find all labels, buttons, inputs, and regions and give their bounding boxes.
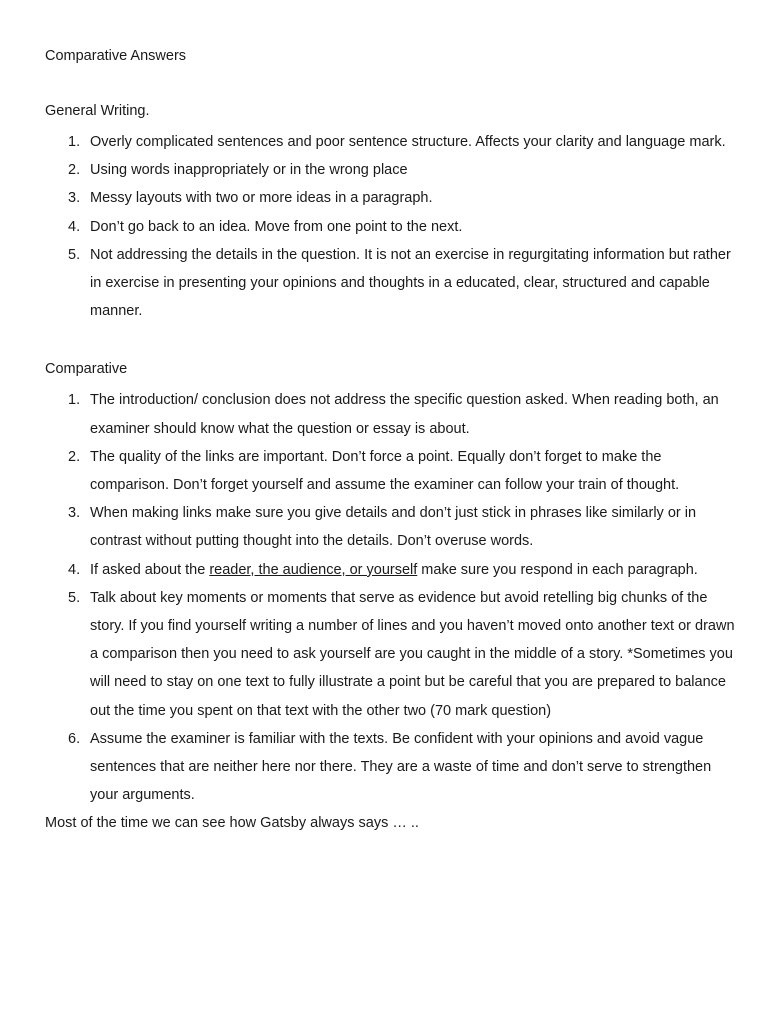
list-item-number: 2. [68,448,81,465]
list-item [45,128,735,156]
list-item-number: 1. [68,392,81,409]
list-item-number: 3. [68,505,81,522]
general-writing-list [45,128,735,325]
general-writing-section [45,100,735,325]
comparative-section [45,358,735,837]
list-item-number: 4. [68,561,81,578]
comparative-list [45,386,735,809]
closing-line: Most of the time we can see how Gatsby always says … .. [45,815,419,832]
list-item-number: 5. [68,589,81,606]
list-item-text-after: make sure you respond in each paragraph. [417,561,698,578]
list-item-text: When making links make sure you give details and don’t just stick in phrases like similarly or in contrast without putting thought into the details. Don’t overuse words. [90,505,697,550]
list-item [45,241,735,326]
list-item [45,584,735,725]
list-item-number: 1. [68,134,81,150]
list-item-number: 3. [68,190,81,207]
list-item-number: 4. [68,218,81,235]
general-writing-heading: General Writing. [45,103,150,119]
list-item [45,213,735,241]
list-item-number: 5. [68,246,81,263]
list-item [45,443,735,499]
list-item-text: Talk about key moments or moments that serve as evidence but avoid retelling big chunks of the story. If you find yourself writing a number of lines and you haven’t moved onto another text or drawn a comparison then you need to ask yourself are you caught in the middle of a story. *Sometimes you will need to stay on one text to fully illustrate a point but be careful that you are prepared to balance out the time you spent on that text with the other two (70 mark question) [90,589,735,719]
list-item-text: The quality of the links are important. Don’t force a point. Equally don’t forget to make the comparison. Don’t forget yourself and assume the examiner can follow your train of thought. [90,448,680,494]
list-item-number: 2. [68,162,81,179]
list-item-text: Using words inappropriately or in the wrong place [90,162,408,179]
document-page [45,45,735,837]
list-item-text: Not addressing the details in the question. It is not an exercise in regurgitating information but rather in exercise in presenting your opinions and thoughts in a educated, clear, structured and capable manner. [90,246,731,320]
list-item [45,156,735,184]
list-item [45,386,735,442]
list-item-text: Messy layouts with two or more ideas in a paragraph. [90,190,433,207]
list-item-number: 6. [68,730,81,747]
list-item [45,725,735,810]
comparative-heading: Comparative [45,361,128,378]
list-item [45,184,735,212]
list-item-text-before: If asked about the [90,561,210,578]
document-title: Comparative Answers [45,48,187,64]
list-item-text: Overly complicated sentences and poor sentence structure. Affects your clarity and language mark. [90,134,726,150]
list-item-text: The introduction/ conclusion does not address the specific question asked. When reading both, an examiner should know what the question or essay is about. [90,392,719,437]
list-item-text: Assume the examiner is familiar with the texts. Be confident with your opinions and avoid vague sentences that are neither here nor there. They are a waste of time and don’t serve to strengthen your arguments. [90,730,712,804]
list-item-text: Don’t go back to an idea. Move from one point to the next. [90,218,463,235]
underlined-phrase: reader, the audience, or yourself [209,561,418,578]
list-item [45,556,735,584]
list-item [45,499,735,555]
